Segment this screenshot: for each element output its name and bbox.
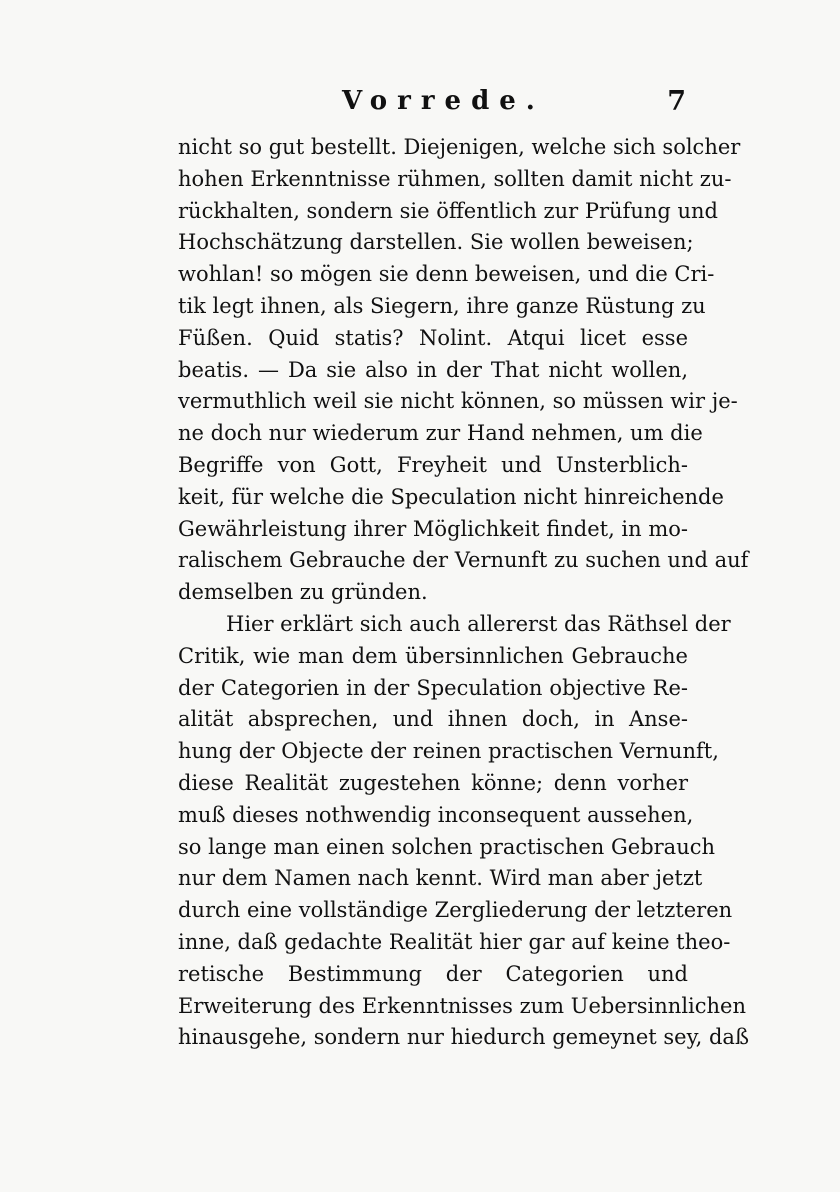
text-line: Hier erklärt sich auch allererst das Räthsel der: [226, 611, 731, 636]
text-line: ne doch nur wiederum zur Hand nehmen, um die: [178, 421, 703, 446]
text-line: Gewährleistung ihrer Möglichkeit findet, in mo-: [178, 516, 688, 541]
text-line: Begriffe von Gott, Freyheit und Unsterblich-: [178, 452, 688, 477]
text-line: hohen Erkenntnisse rühmen, sollten damit nicht zu-: [178, 166, 732, 191]
body-text: [178, 132, 749, 1054]
text-line: nicht so gut bestellt. Diejenigen, welche sich solcher: [178, 135, 741, 159]
text-line: muß dieses nothwendig inconsequent aussehen,: [178, 802, 694, 827]
text-line: Füßen. Quid statis? Nolint. Atqui licet esse: [178, 325, 688, 350]
text-line: Critik, wie man dem übersinnlichen Gebrauche: [178, 643, 688, 668]
text-line: vermuthlich weil sie nicht können, so müssen wir je-: [178, 389, 738, 414]
text-line: hinausgehe, sondern nur hiedurch gemeynet sey, daß: [178, 1025, 749, 1050]
text-line: Erweiterung des Erkenntnisses zum Uebersinnlichen: [178, 993, 746, 1018]
text-line: tik legt ihnen, als Siegern, ihre ganze Rüstung zu: [178, 293, 706, 318]
text-line: hung der Objecte der reinen practischen Vernunft,: [178, 739, 719, 764]
text-line: alität absprechen, und ihnen doch, in Anse-: [178, 707, 688, 732]
text-line: der Categorien in der Speculation objective Re-: [178, 675, 688, 700]
text-line: demselben zu gründen.: [178, 580, 428, 605]
text-line: ralischem Gebrauche der Vernunft zu suchen und auf: [178, 548, 749, 573]
paragraph-2: [178, 609, 749, 1054]
text-line: diese Realität zugestehen könne; denn vorher: [178, 770, 688, 795]
text-line: keit, für welche die Speculation nicht hinreichende: [178, 484, 724, 509]
running-head: Vorrede.: [342, 86, 545, 116]
text-line: rückhalten, sondern sie öffentlich zur Prüfung und: [178, 198, 718, 223]
text-line: beatis. — Da sie also in der That nicht wollen,: [178, 357, 688, 382]
text-line: so lange man einen solchen practischen Gebrauch: [178, 834, 716, 859]
text-line: Hochschätzung darstellen. Sie wollen beweisen;: [178, 230, 694, 255]
text-line: inne, daß gedachte Realität hier gar auf keine theo-: [178, 929, 731, 954]
text-line: durch eine vollständige Zergliederung der letzteren: [178, 898, 733, 923]
paragraph-1: [178, 132, 749, 609]
text-line: nur dem Namen nach kennt. Wird man aber jetzt: [178, 866, 703, 891]
page-header: [180, 86, 692, 126]
page-number: 7: [667, 86, 686, 117]
text-line: retische Bestimmung der Categorien und: [178, 961, 688, 986]
text-line: wohlan! so mögen sie denn beweisen, und die Cri-: [178, 262, 715, 287]
